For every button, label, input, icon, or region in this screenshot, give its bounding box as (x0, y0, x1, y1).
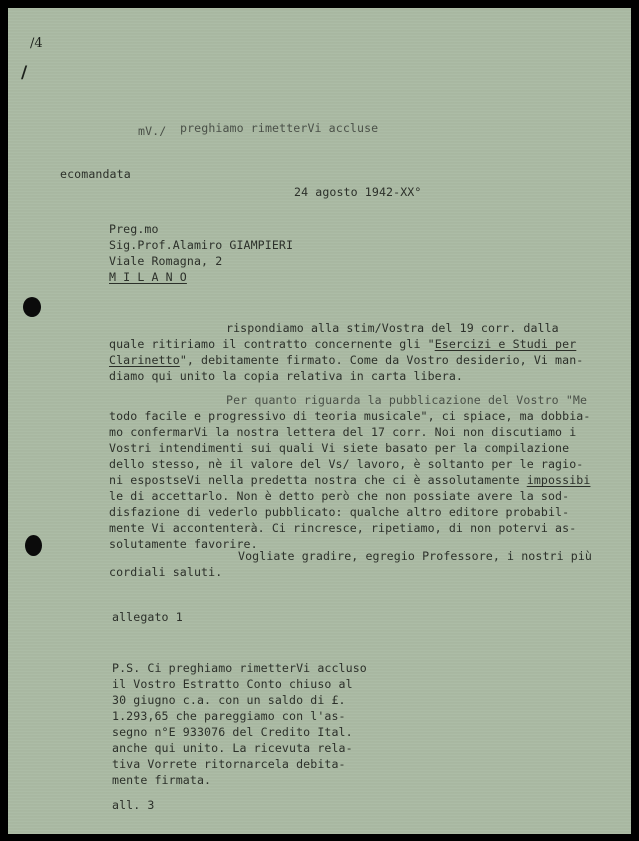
attachments-count: all. 3 (112, 798, 155, 812)
body-p2-line-8: disfazione di vederlo pubblicato: qualche altro editore probabil- (109, 505, 570, 519)
postscript-line-3: 30 giugno c.a. con un saldo di £. (112, 693, 346, 707)
body-p2-line-10: solutamente favorire. (109, 537, 258, 551)
punch-hole-upper (23, 297, 41, 317)
body-p1-line-1: rispondiamo alla stim/Vostra del 19 corr. dalla (226, 321, 559, 335)
body-p2-line-6-text: ni espostseVi nella predetta nostra che ci è assolutamente (109, 473, 527, 487)
body-p2-line-5: dello stesso, nè il valore del Vs/ lavoro, è soltanto per le ragio- (109, 457, 584, 471)
dispatch-note: ecomandata (60, 167, 131, 181)
punch-hole-lower (25, 535, 42, 556)
postscript-line-5: segno n°E 933076 del Credito Ital. (112, 725, 353, 739)
body-p1-line-3-text: ", debitamente firmato. Come da Vostro desiderio, Vi man- (179, 353, 584, 367)
body-p1-line-3 (109, 352, 583, 368)
postscript-line-8: mente firmata. (112, 773, 212, 787)
recipient-city: M I L A N O (109, 270, 187, 284)
work-title-underlined-cont: Clarinetto (109, 353, 180, 367)
postscript-line-2: il Vostro Estratto Conto chiuso al (112, 677, 353, 691)
body-p1-line-2 (109, 336, 576, 352)
corner-mark-top: /4 (30, 36, 43, 51)
closing-line-2: cordiali saluti. (109, 565, 223, 579)
header-text: preghiamo rimetterVi accluse (180, 121, 379, 135)
body-p1-line-4: diamo qui unito la copia relativa in carta libera. (109, 369, 464, 383)
corner-mark-left: / (21, 63, 28, 83)
header-ref: mV./ (138, 124, 167, 138)
postscript-line-1: P.S. Ci preghiamo rimetterVi accluso (112, 661, 367, 675)
postscript-line-7: tiva Vorrete ritornarcela debita- (112, 757, 346, 771)
body-p2-line-6 (109, 472, 590, 488)
letter-date: 24 agosto 1942-XX° (294, 185, 422, 199)
recipient-name: Sig.Prof.Alamiro GIAMPIERI (109, 238, 294, 252)
body-p1-line-2-text: quale ritiriamo il contratto concernente gli " (109, 337, 435, 351)
body-p2-line-2: todo facile e progressivo di teoria musicale", ci spiace, ma dobbia- (109, 409, 591, 423)
body-p2-line-7: le di accettarlo. Non è detto però che non possiate avere la sod- (109, 489, 570, 503)
recipient-salutation: Preg.mo (109, 222, 159, 236)
body-p2-line-4: Vostri intendimenti sui quali Vi siete basato per la compilazione (109, 441, 570, 455)
postscript-line-6: anche qui unito. La ricevuta rela- (112, 741, 353, 755)
recipient-street: Viale Romagna, 2 (109, 254, 223, 268)
closing-line-1: Vogliate gradire, egregio Professore, i nostri più (238, 549, 593, 563)
work-title-underlined: Esercizi e Studi per (434, 337, 577, 351)
postscript-line-4: 1.293,65 che pareggiamo con l'as- (112, 709, 346, 723)
body-p2-line-1: Per quanto riguarda la pubblicazione del Vostro "Me (226, 393, 588, 407)
impossible-underlined: impossibi (526, 473, 591, 487)
body-p2-line-9: mente Vi accontenterà. Ci rincresce, ripetiamo, di non potervi as- (109, 521, 577, 535)
enclosure-note: allegato 1 (112, 610, 183, 624)
letter-sheet (8, 8, 631, 834)
body-p2-line-3: mo confermarVi la nostra lettera del 17 corr. Noi non discutiamo i (109, 425, 577, 439)
